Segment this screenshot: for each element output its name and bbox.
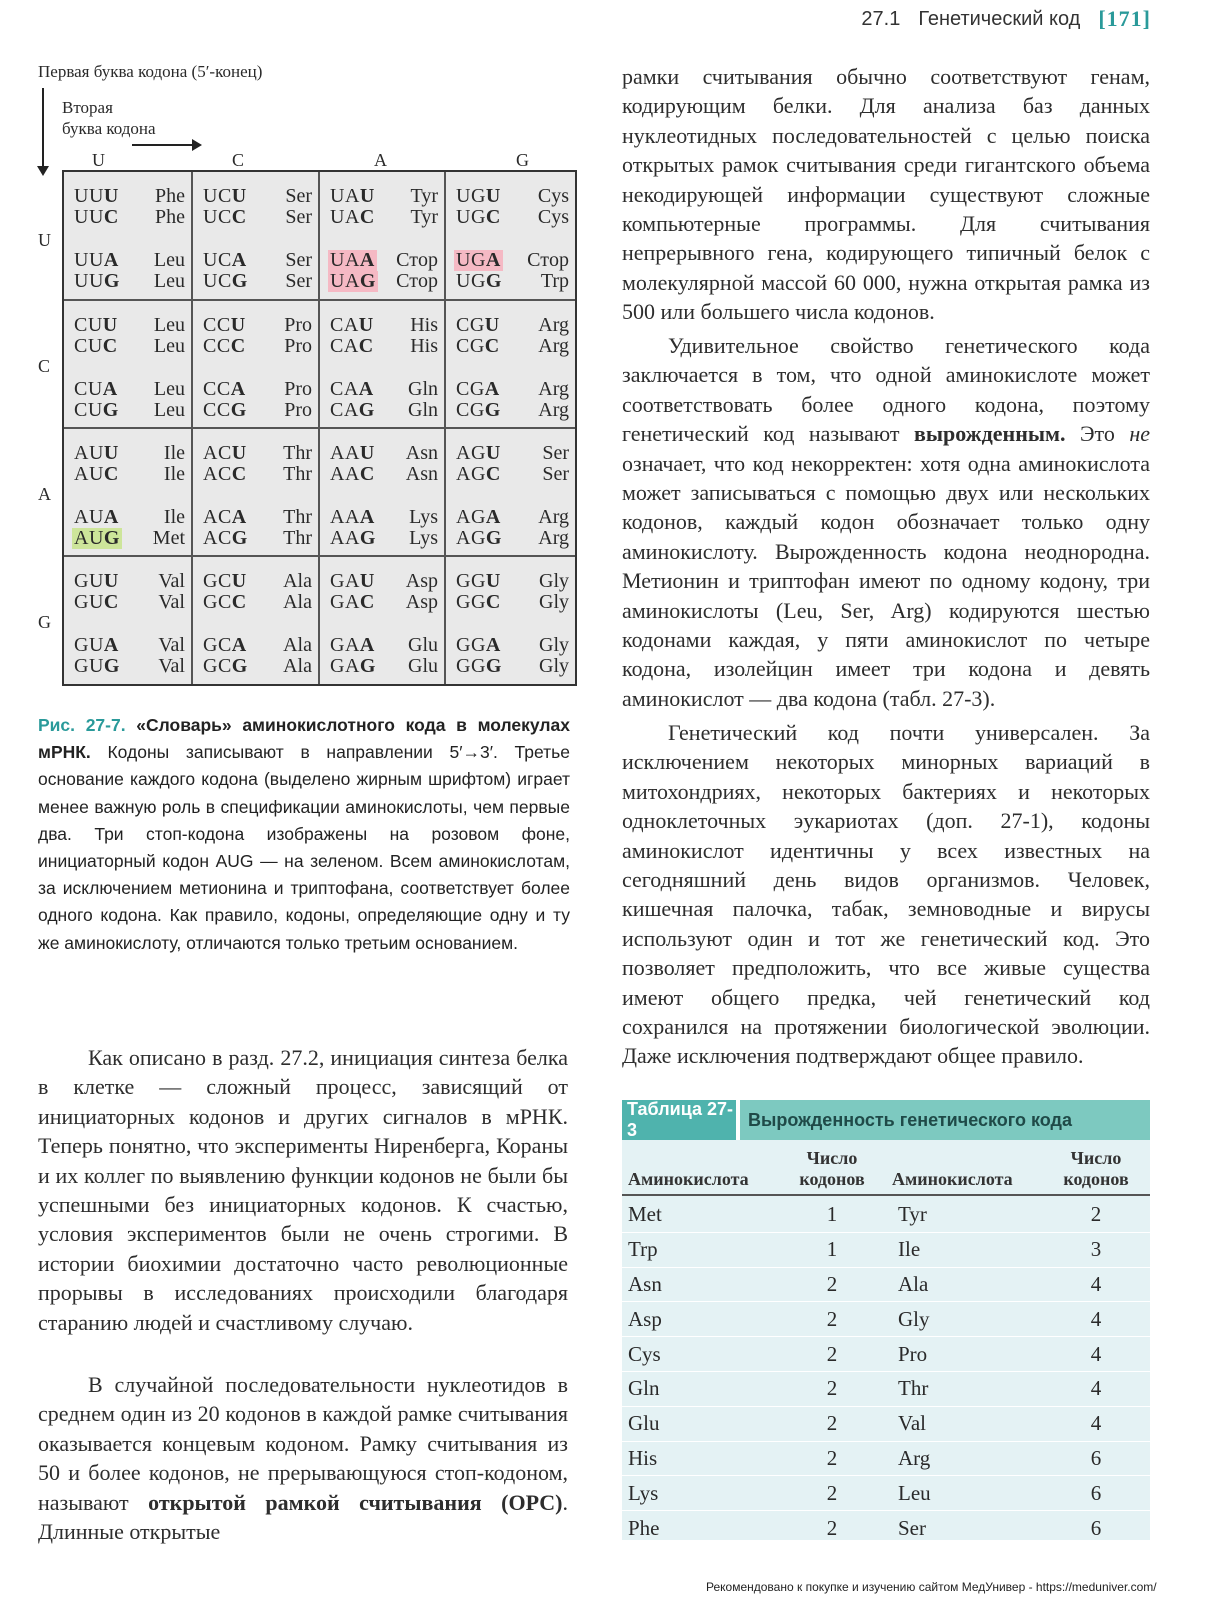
paragraph: Генетический код почти универсален. За исключением некоторых минорных вариаций в митохондриях, некоторых бактериях и некоторых одноклеточных эукариотах (доп. 27-1), кодоны аминокислот идентичны у всех известных на сегодняшний день видов организмов. Человек, кишечная палочка, табак, земноводные и вирусы используют один и тот же генетический код. Это позволяет предположить, что все живые существа имеют общего предка, чей генетический код сохранился на протяжении биологической эволюции. Даже исключения подтверждают общее правило. xyxy=(622,720,1150,1069)
codon: UAU xyxy=(330,185,375,207)
amino-acid: Glu xyxy=(408,634,438,656)
amino-acid: Ser xyxy=(285,206,312,228)
codon: GGA xyxy=(456,634,501,656)
codon: GCC xyxy=(203,591,247,613)
codon-cell xyxy=(64,301,193,429)
codon-entry xyxy=(74,464,185,485)
amino-acid: Asp xyxy=(405,570,438,592)
codon-entry xyxy=(74,315,185,336)
codon: UAG xyxy=(330,270,376,292)
arrow-right-icon xyxy=(132,144,194,146)
codon-cell xyxy=(193,557,320,684)
amino-acid: Leu xyxy=(153,335,185,357)
codon: ACG xyxy=(203,527,248,549)
amino-acid: Ser xyxy=(542,442,569,464)
amino-acid: Gly xyxy=(539,570,569,592)
amino-acid: Ile xyxy=(163,442,185,464)
codon-cell xyxy=(446,172,575,301)
codon-entry xyxy=(456,400,569,421)
codon: AAU xyxy=(330,442,375,464)
amino-acid-cell: Asp xyxy=(628,1306,662,1331)
codon-entry xyxy=(203,635,312,656)
codon-count-cell: 1 xyxy=(826,1202,838,1227)
codon-entry xyxy=(74,336,185,357)
codon-entry xyxy=(203,315,312,336)
codon: GUG xyxy=(74,655,120,677)
amino-acid: Leu xyxy=(153,399,185,421)
amino-acid: Ala xyxy=(283,570,312,592)
codon: CGG xyxy=(456,399,501,421)
paragraph: рамки считывания обычно соответствуют генам, кодирующим белки. Для анализа баз данных нуклеотидных последовательностей с целью поиска открытых рамок считывания среди гигантского объема некодирующей информации существуют сложные компьютерные программы. Для считывания непрерывного гена, кодирующего типичный белок с молекулярной массой 60 000, нужна открытая рамка из 500 или большего числа кодонов. xyxy=(622,64,1150,325)
codon-count-cell: 4 xyxy=(1090,1271,1102,1296)
table-row xyxy=(622,1511,1150,1546)
first-letter-label: Первая буква кодона (5′-конец) xyxy=(38,62,263,81)
codon-entry xyxy=(456,186,569,207)
codon-cell xyxy=(193,301,320,429)
codon-entry xyxy=(330,336,438,357)
amino-acid-cell: Val xyxy=(898,1411,926,1436)
codon-entry xyxy=(74,571,185,592)
col-codon-count: Число кодонов xyxy=(799,1148,865,1189)
page-number: [171] xyxy=(1098,6,1151,31)
table-row xyxy=(622,1372,1150,1407)
codon: AUA xyxy=(74,506,119,528)
codon-entry xyxy=(203,571,312,592)
amino-acid-cell: Ile xyxy=(898,1237,921,1262)
amino-acid: Pro xyxy=(284,378,312,400)
codon: GUU xyxy=(74,570,119,592)
codon: ACU xyxy=(203,442,247,464)
codon-count-cell: 1 xyxy=(826,1237,838,1262)
codon-count-cell: 4 xyxy=(1090,1411,1102,1436)
codon-entry xyxy=(330,250,438,271)
codon-entry xyxy=(330,186,438,207)
codon: CGC xyxy=(456,335,500,357)
codon-count-cell: 2 xyxy=(826,1411,838,1436)
codon-entry xyxy=(74,656,185,677)
codon-entry xyxy=(456,250,569,271)
codon-entry xyxy=(74,507,185,528)
amino-acid-cell: Leu xyxy=(898,1480,931,1505)
amino-acid-cell: Ala xyxy=(898,1271,929,1296)
col-codon-count: Число кодонов xyxy=(1063,1148,1129,1189)
codon: GCG xyxy=(203,655,248,677)
codon: UUA xyxy=(74,249,119,271)
amino-acid: Thr xyxy=(283,506,312,528)
codon-entry xyxy=(74,250,185,271)
codon-entry xyxy=(456,592,569,613)
amino-acid: Leu xyxy=(153,270,185,292)
table-row xyxy=(622,1337,1150,1372)
amino-acid-cell: Asn xyxy=(628,1271,662,1296)
amino-acid: Glu xyxy=(408,655,438,677)
col-header-u: U xyxy=(92,150,105,170)
amino-acid-cell: Trp xyxy=(628,1237,658,1262)
codon-entry xyxy=(456,528,569,549)
codon-cell xyxy=(64,429,193,557)
amino-acid: Gly xyxy=(539,655,569,677)
codon-cell xyxy=(64,172,193,301)
codon: GUC xyxy=(74,591,119,613)
codon-count-cell: 3 xyxy=(1090,1237,1102,1262)
codon-entry xyxy=(330,592,438,613)
amino-acid: Leu xyxy=(153,378,185,400)
codon-count-cell: 2 xyxy=(826,1306,838,1331)
amino-acid: Gly xyxy=(539,591,569,613)
codon: UCU xyxy=(203,185,247,207)
amino-acid-cell: Pro xyxy=(898,1341,928,1366)
codon: UGC xyxy=(456,206,501,228)
amino-acid: Gly xyxy=(539,634,569,656)
table-row xyxy=(622,1407,1150,1442)
codon: CUC xyxy=(74,335,118,357)
row-header-a: A xyxy=(38,484,51,504)
codon: UCC xyxy=(203,206,247,228)
codon: AGG xyxy=(456,527,502,549)
amino-acid: Arg xyxy=(538,335,569,357)
amino-acid: Arg xyxy=(538,399,569,421)
codon-entry xyxy=(74,271,185,292)
codon-entry xyxy=(456,635,569,656)
codon-cell xyxy=(320,429,446,557)
codon: CAG xyxy=(330,399,375,421)
paragraph: Удивительное свойство генетического кода заключается в том, что одной аминокислоте может соответствовать более одного кодона, поэтому генетический код называют вырожденным. Это не означает, что код некорректен: хотя одна аминокислота может записываться с помощью двух или нескольких кодонов, каждый кодон обозначает только одну аминокислоту. Вырожденность кодона неоднородна. Метионин и триптофан имеют по одному кодону, три аминокислоты (Leu, Ser, Arg) кодируются шестью кодонами каждая, у пяти аминокислот по четыре кодона, изолейцин имеет три кодона и девять аминокислот — два кодона (табл. 27-3). xyxy=(622,333,1150,711)
codon: AAG xyxy=(330,527,376,549)
amino-acid-cell: Arg xyxy=(898,1445,931,1470)
term-degenerate: вырожденным. xyxy=(913,421,1066,447)
amino-acid: Gln xyxy=(408,399,438,421)
amino-acid-cell: Tyr xyxy=(898,1202,927,1227)
amino-acid: Pro xyxy=(284,314,312,336)
codon-entry xyxy=(203,656,312,677)
codon: UCA xyxy=(203,249,247,271)
amino-acid: His xyxy=(410,335,438,357)
amino-acid-cell: Phe xyxy=(628,1515,660,1540)
codon-cell xyxy=(320,301,446,429)
codon-count-cell: 2 xyxy=(826,1480,838,1505)
amino-acid: Ser xyxy=(285,270,312,292)
codon: AUC xyxy=(74,463,119,485)
codon-entry xyxy=(74,207,185,228)
codon-count-cell: 2 xyxy=(1090,1202,1102,1227)
codon-cell xyxy=(446,429,575,557)
section-number: 27.1 xyxy=(861,7,901,30)
codon-entry xyxy=(456,656,569,677)
amino-acid: Met xyxy=(152,527,185,549)
codon-entry xyxy=(203,379,312,400)
codon-entry xyxy=(330,271,438,292)
codon: UUG xyxy=(74,270,120,292)
amino-acid: Thr xyxy=(283,442,312,464)
codon-entry xyxy=(456,443,569,464)
amino-acid: Asn xyxy=(405,463,438,485)
figure-title: «Словарь» аминокислотного кода в молекулах мРНК. xyxy=(38,715,570,763)
codon: AAC xyxy=(330,463,375,485)
amino-acid-cell: Glu xyxy=(628,1411,660,1436)
codon-entry xyxy=(203,250,312,271)
term-orf: открытой рамкой считывания (ОРС) xyxy=(148,1489,563,1515)
paragraph: В случайной последовательности нуклеотидов в среднем один из 20 кодонов в каждой рамке считывания оказывается концевым кодоном. Рамку считывания из 50 и более кодонов, не прерывающуюся стоп-кодоном, называют открытой рамкой считывания (ОРС). Длинные открытые xyxy=(38,1372,569,1545)
codon: GCA xyxy=(203,634,247,656)
codon-entry xyxy=(456,379,569,400)
codon-count-cell: 2 xyxy=(826,1445,838,1470)
amino-acid: Lys xyxy=(409,527,438,549)
codon-entry xyxy=(203,186,312,207)
amino-acid-cell: His xyxy=(628,1445,658,1470)
codon: UCG xyxy=(203,270,248,292)
codon-count-cell: 6 xyxy=(1090,1445,1102,1470)
amino-acid: Leu xyxy=(153,314,185,336)
codon: ACC xyxy=(203,463,247,485)
codon-count-cell: 6 xyxy=(1090,1480,1102,1505)
codon-entry xyxy=(74,592,185,613)
section-title: Генетический код xyxy=(918,7,1081,30)
codon: UUU xyxy=(74,185,119,207)
codon-entry xyxy=(330,443,438,464)
codon: AUU xyxy=(74,442,119,464)
codon-entry xyxy=(456,464,569,485)
figure-caption xyxy=(38,712,570,957)
amino-acid: Ser xyxy=(285,249,312,271)
amino-acid: Tyr xyxy=(410,206,438,228)
codon: CCA xyxy=(203,378,246,400)
table-body xyxy=(622,1196,1150,1546)
codon-count-cell: 2 xyxy=(826,1271,838,1296)
col-amino-acid: Аминокислота xyxy=(892,1169,1013,1189)
amino-acid: His xyxy=(410,314,438,336)
codon: GAU xyxy=(330,570,375,592)
amino-acid: Cys xyxy=(537,206,569,228)
table-title: Вырожденность генетического кода xyxy=(740,1100,1150,1140)
codon: CCU xyxy=(203,314,246,336)
codon-entry xyxy=(203,464,312,485)
codon-count-cell: 4 xyxy=(1090,1306,1102,1331)
codon-entry xyxy=(74,379,185,400)
codon: CAC xyxy=(330,335,374,357)
codon-entry xyxy=(203,528,312,549)
codon: UGU xyxy=(456,185,501,207)
running-header xyxy=(861,6,1151,32)
amino-acid: Стop xyxy=(527,249,569,271)
codon-entry xyxy=(330,528,438,549)
amino-acid: Lys xyxy=(409,506,438,528)
amino-acid: Ile xyxy=(163,506,185,528)
table-column-headers xyxy=(622,1140,1150,1196)
codon: GAA xyxy=(330,634,375,656)
codon-entry xyxy=(74,635,185,656)
amino-acid: Ala xyxy=(283,591,312,613)
codon-count-cell: 4 xyxy=(1090,1376,1102,1401)
amino-acid: Asn xyxy=(405,442,438,464)
amino-acid: Phe xyxy=(155,206,185,228)
col-header-c: C xyxy=(232,150,245,170)
amino-acid: Pro xyxy=(284,399,312,421)
amino-acid: Leu xyxy=(153,249,185,271)
codon: CGU xyxy=(456,314,500,336)
row-header-g: G xyxy=(38,612,51,632)
codon-entry xyxy=(330,507,438,528)
footer-note: Рекомендовано к покупке и изучению сайтом МедУнивер - https://meduniver.com/ xyxy=(706,1580,1157,1594)
amino-acid-cell: Thr xyxy=(898,1376,929,1401)
codon-entry xyxy=(330,379,438,400)
codon: CAA xyxy=(330,378,374,400)
codon: GGC xyxy=(456,591,501,613)
second-letter-label: Вторая буква кодона xyxy=(62,98,156,138)
amino-acid: Стop xyxy=(396,270,438,292)
codon: ACA xyxy=(203,506,247,528)
amino-acid: Cys xyxy=(537,185,569,207)
amino-acid: Asp xyxy=(405,591,438,613)
table-row xyxy=(622,1476,1150,1511)
amino-acid: Thr xyxy=(283,463,312,485)
codon-count-cell: 2 xyxy=(826,1341,838,1366)
table-row xyxy=(622,1233,1150,1268)
codon-entry xyxy=(74,528,185,549)
codon: CUA xyxy=(74,378,118,400)
codon-entry xyxy=(203,443,312,464)
codon: CCG xyxy=(203,399,247,421)
codon: AGU xyxy=(456,442,501,464)
codon: AGA xyxy=(456,506,501,528)
table-header-bar xyxy=(622,1100,1150,1140)
row-header-u: U xyxy=(38,230,51,250)
codon: CCC xyxy=(203,335,246,357)
figure-number: Рис. 27-7. xyxy=(38,715,126,735)
codon-entry xyxy=(203,507,312,528)
codon: UAC xyxy=(330,206,375,228)
arrow-down-icon xyxy=(42,88,44,168)
codon: AUG xyxy=(74,527,120,549)
codon-count-cell: 4 xyxy=(1090,1341,1102,1366)
codon: UGA xyxy=(456,249,501,271)
amino-acid: Arg xyxy=(538,378,569,400)
codon: CAU xyxy=(330,314,374,336)
codon: GGU xyxy=(456,570,501,592)
codon-count-cell: 2 xyxy=(826,1515,838,1540)
codon-entry xyxy=(330,400,438,421)
figure-text: Кодоны записывают в направлении 5′→3′. Третье основание каждого кодона (выделено жирным шрифтом) играет менее важную роль в спецификации аминокислоты, чем первые два. Три стоп-кодона изображены на розовом фоне, инициаторный кодон AUG — на зеленом. Всем аминокислотам, за исключением метионина и триптофана, соответствует более одного кодона. Как правило, кодоны, определяющие одну и ту же аминокислоту, отличаются только третьим основанием. xyxy=(38,742,570,953)
codon-entry xyxy=(330,571,438,592)
amino-acid: Arg xyxy=(538,314,569,336)
codon: GAG xyxy=(330,655,376,677)
codon-entry xyxy=(330,464,438,485)
amino-acid: Gln xyxy=(408,378,438,400)
table-number: Таблица 27-3 xyxy=(622,1100,740,1140)
amino-acid-cell: Met xyxy=(628,1202,662,1227)
codon: CUG xyxy=(74,399,119,421)
row-header-c: C xyxy=(38,356,51,376)
codon-entry xyxy=(330,635,438,656)
amino-acid-cell: Lys xyxy=(628,1480,659,1505)
codon: AGC xyxy=(456,463,501,485)
amino-acid-cell: Gly xyxy=(898,1306,930,1331)
codon-entry xyxy=(456,207,569,228)
codon-entry xyxy=(456,336,569,357)
codon: UAA xyxy=(330,249,375,271)
codon: CUU xyxy=(74,314,118,336)
codon-entry xyxy=(203,592,312,613)
amino-acid: Pro xyxy=(284,335,312,357)
amino-acid: Val xyxy=(158,570,185,592)
codon-entry xyxy=(330,207,438,228)
col-header-a: A xyxy=(374,150,387,170)
amino-acid: Thr xyxy=(283,527,312,549)
table-row xyxy=(622,1268,1150,1303)
codon-entry xyxy=(456,315,569,336)
amino-acid: Arg xyxy=(538,527,569,549)
codon-entry xyxy=(203,271,312,292)
codon-cell xyxy=(320,557,446,684)
amino-acid-cell: Gln xyxy=(628,1376,660,1401)
codon-cell xyxy=(320,172,446,301)
amino-acid: Trp xyxy=(540,270,569,292)
codon: CGA xyxy=(456,378,500,400)
amino-acid: Val xyxy=(158,591,185,613)
amino-acid: Phe xyxy=(155,185,185,207)
table-row xyxy=(622,1198,1150,1233)
codon-cell xyxy=(193,429,320,557)
codon-entry xyxy=(74,400,185,421)
amino-acid: Ala xyxy=(283,655,312,677)
codon-entry xyxy=(203,207,312,228)
codon: AAA xyxy=(330,506,375,528)
amino-acid: Ala xyxy=(283,634,312,656)
amino-acid: Arg xyxy=(538,506,569,528)
amino-acid-cell: Ser xyxy=(898,1515,926,1540)
codon-entry xyxy=(330,656,438,677)
table-row xyxy=(622,1442,1150,1477)
codon-entry xyxy=(203,400,312,421)
amino-acid-cell: Cys xyxy=(628,1341,661,1366)
codon-table xyxy=(62,170,577,686)
codon-cell xyxy=(446,301,575,429)
amino-acid: Ile xyxy=(163,463,185,485)
amino-acid: Tyr xyxy=(410,185,438,207)
codon-entry xyxy=(330,315,438,336)
codon-entry xyxy=(203,336,312,357)
amino-acid: Val xyxy=(158,655,185,677)
codon-entry xyxy=(456,271,569,292)
codon: UUC xyxy=(74,206,119,228)
codon-entry xyxy=(74,443,185,464)
codon-cell xyxy=(193,172,320,301)
codon: GAC xyxy=(330,591,375,613)
codon-entry xyxy=(456,507,569,528)
codon-count-cell: 6 xyxy=(1090,1515,1102,1540)
table-row xyxy=(622,1302,1150,1337)
codon: GGG xyxy=(456,655,502,677)
codon-entry xyxy=(74,186,185,207)
codon: UGG xyxy=(456,270,502,292)
codon: GUA xyxy=(74,634,119,656)
codon: GCU xyxy=(203,570,247,592)
codon-count-cell: 2 xyxy=(826,1376,838,1401)
amino-acid: Ser xyxy=(285,185,312,207)
degeneracy-table xyxy=(622,1100,1150,1540)
col-header-g: G xyxy=(516,150,529,170)
amino-acid: Ser xyxy=(542,463,569,485)
col-amino-acid: Аминокислота xyxy=(628,1169,749,1189)
amino-acid: Стop xyxy=(396,249,438,271)
paragraph: Как описано в разд. 27.2, инициация синтеза белка в клетке — сложный процесс, зависящий от инициаторных кодонов и других сигналов в мРНК. Теперь понятно, что эксперименты Ниренберга, Кораны и их коллег по выявлению функции кодонов не были бы успешными без инициаторных кодонов. К счастью, условия экспериментов были не очень строгими. В истории биохимии достаточно часто революционные прорывы в исследованиях происходили благодаря старанию людей и счастливому случаю. xyxy=(38,1045,568,1335)
codon-cell xyxy=(64,557,193,684)
codon-cell xyxy=(446,557,575,684)
codon-entry xyxy=(456,571,569,592)
amino-acid: Val xyxy=(158,634,185,656)
